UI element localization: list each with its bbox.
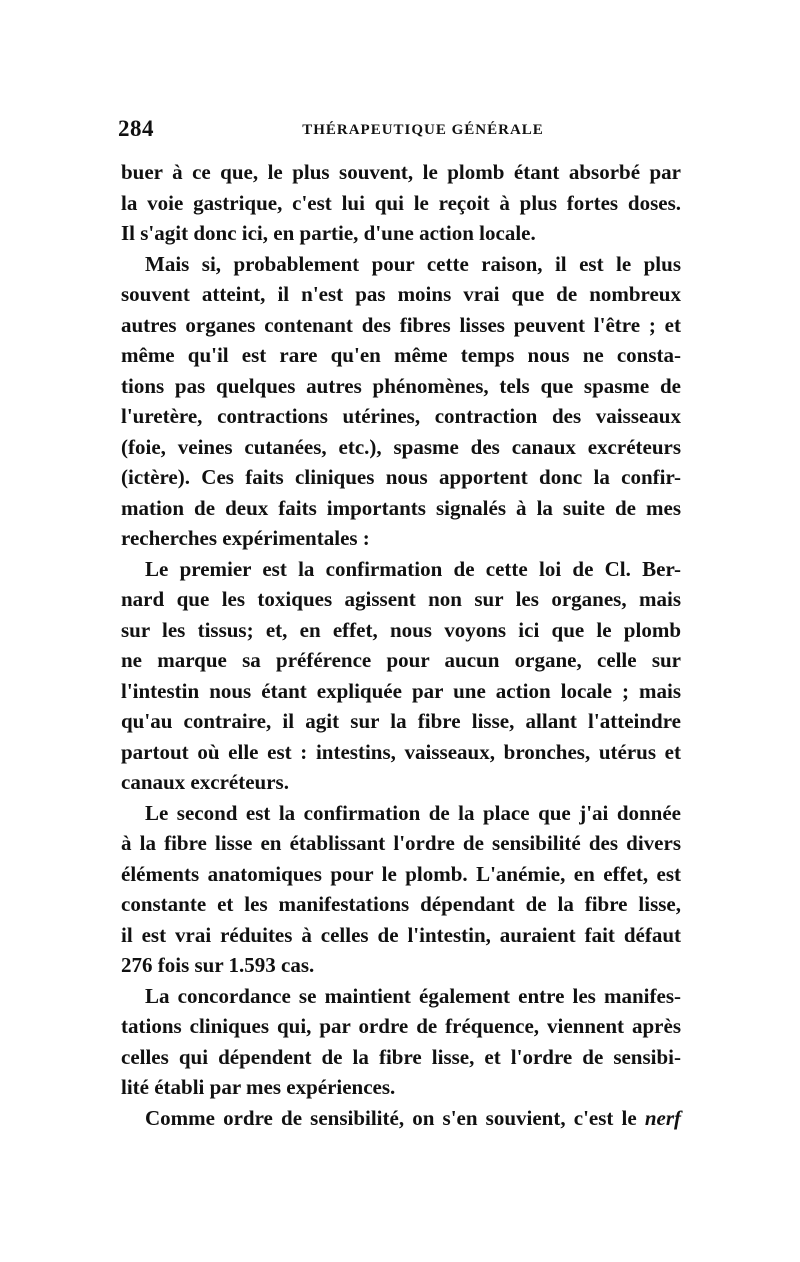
text-line: La concordance se maintient également entre les manifes- — [145, 983, 681, 1008]
text-line: buer à ce que, le plus souvent, le plomb étant absorbé par — [121, 160, 681, 184]
text-line: canaux excréteurs. — [121, 770, 289, 794]
text-line: nard que les toxiques agissent non sur les organes, mais — [121, 587, 681, 611]
running-title: THÉRAPEUTIQUE GÉNÉRALE — [302, 122, 544, 138]
text-line-final — [121, 1103, 681, 1134]
text-line: même qu'il est rare qu'en même temps nous ne consta- — [121, 343, 681, 367]
running-head — [118, 116, 684, 146]
text-line: éléments anatomiques pour le plomb. L'anémie, en effet, est — [121, 861, 681, 886]
body-text — [121, 157, 681, 1133]
text-line: Il s'agit donc ici, en partie, d'une action locale. — [121, 221, 536, 245]
text-line: Mais si, probablement pour cette raison, il est le plus — [145, 251, 681, 276]
page-number: 284 — [118, 116, 154, 141]
text-line: partout où elle est : intestins, vaisseaux, bronches, utérus et — [121, 739, 681, 764]
text-line: constante et les manifestations dépendant de la fibre lisse, — [121, 892, 681, 916]
text-line: 276 fois sur 1.593 cas. — [121, 953, 315, 977]
text-line: l'intestin nous étant expliquée par une action locale ; mais — [121, 678, 681, 703]
italic-word: nerf — [644, 1105, 681, 1130]
text-line: Le premier est la confirmation de cette loi de Cl. Ber- — [145, 556, 681, 581]
text-line: l'uretère, contractions utérines, contraction des vaisseaux — [121, 404, 681, 428]
text-line: (foie, veines cutanées, etc.), spasme des canaux excréteurs — [121, 434, 681, 459]
text-line: souvent atteint, il n'est pas moins vrai que de nombreux — [121, 282, 681, 306]
text-line: tions pas quelques autres phénomènes, tels que spasme de — [121, 373, 681, 398]
text-line: qu'au contraire, il agit sur la fibre lisse, allant l'atteindre — [121, 709, 681, 733]
text-line: Le second est la confirmation de la place que j'ai donnée — [145, 800, 681, 825]
text-line: la voie gastrique, c'est lui qui le reçoit à plus fortes doses. — [121, 190, 681, 215]
text-line: autres organes contenant des fibres lisses peuvent l'être ; et — [121, 312, 681, 337]
text-line: (ictère). Ces faits cliniques nous apportent donc la confir- — [121, 465, 681, 489]
text-line: celles qui dépendent de la fibre lisse, et l'ordre de sensibi- — [121, 1044, 681, 1069]
text-line: tations cliniques qui, par ordre de fréquence, viennent après — [121, 1014, 681, 1038]
text-line: à la fibre lisse en établissant l'ordre de sensibilité des divers — [121, 831, 681, 855]
text-line: recherches expérimentales : — [121, 526, 370, 550]
text-line: il est vrai réduites à celles de l'intestin, auraient fait défaut — [121, 922, 681, 947]
text-line: mation de deux faits importants signalés à la suite de mes — [121, 495, 681, 520]
text-line: lité établi par mes expériences. — [121, 1075, 396, 1099]
final-line-text: Comme ordre de sensibilité, on s'en souvient, c'est le — [145, 1105, 637, 1130]
text-line: ne marque sa préférence pour aucun organe, celle sur — [121, 648, 681, 672]
text-line: sur les tissus; et, en effet, nous voyons ici que le plomb — [121, 617, 681, 642]
